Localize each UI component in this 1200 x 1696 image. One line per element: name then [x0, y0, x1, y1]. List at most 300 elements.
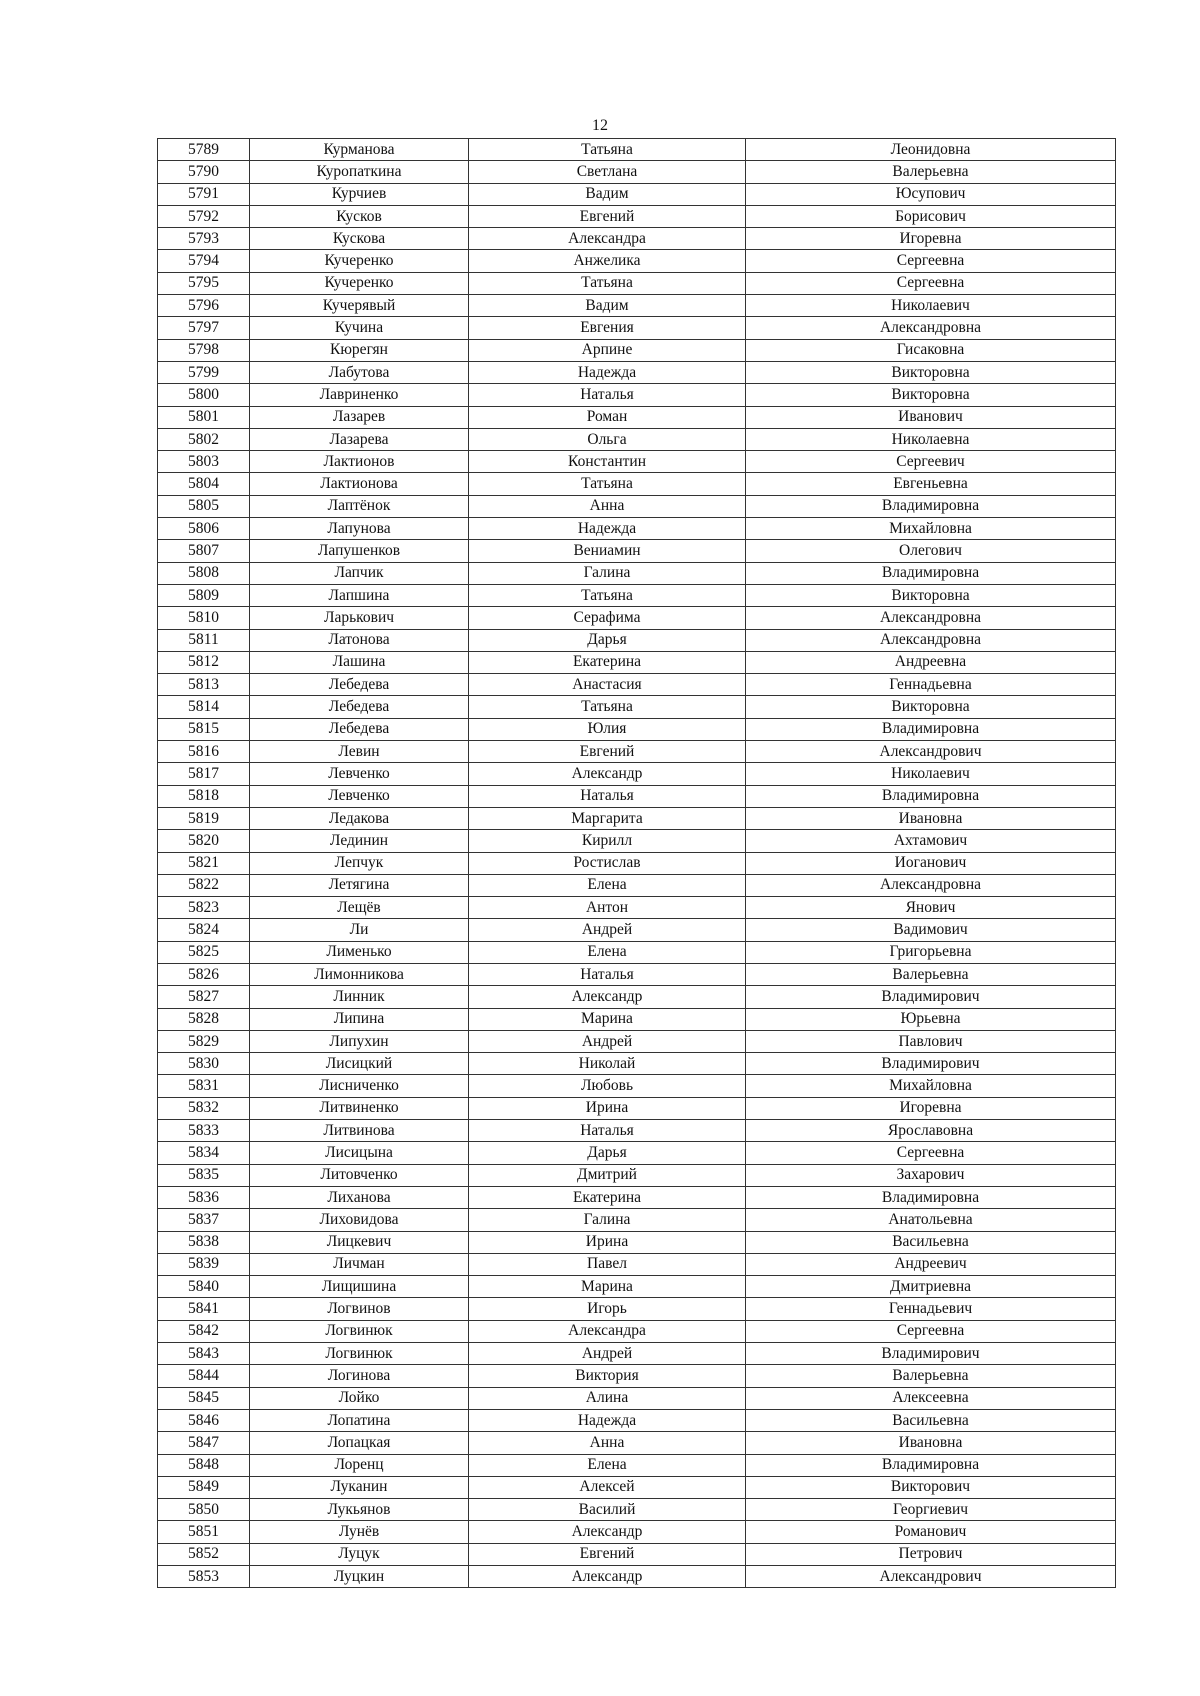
row-number-cell: 5801	[158, 406, 250, 428]
surname-cell: Лопатина	[250, 1409, 469, 1431]
first-name-cell: Николай	[469, 1053, 746, 1075]
surname-cell: Личман	[250, 1253, 469, 1275]
first-name-cell: Наталья	[469, 785, 746, 807]
patronymic-cell: Владимирович	[746, 986, 1116, 1008]
table-row	[158, 1209, 1116, 1231]
row-number-cell: 5823	[158, 897, 250, 919]
row-number-cell: 5813	[158, 674, 250, 696]
patronymic-cell: Романович	[746, 1521, 1116, 1543]
table-row	[158, 1365, 1116, 1387]
first-name-cell: Александра	[469, 1320, 746, 1342]
surname-cell: Лименько	[250, 941, 469, 963]
first-name-cell: Екатерина	[469, 1186, 746, 1208]
first-name-cell: Александр	[469, 986, 746, 1008]
first-name-cell: Евгения	[469, 317, 746, 339]
table-row	[158, 540, 1116, 562]
patronymic-cell: Сергеевна	[746, 1142, 1116, 1164]
roster-body	[158, 139, 1116, 1588]
patronymic-cell: Вадимович	[746, 919, 1116, 941]
row-number-cell: 5793	[158, 228, 250, 250]
row-number-cell: 5815	[158, 718, 250, 740]
first-name-cell: Василий	[469, 1499, 746, 1521]
row-number-cell: 5842	[158, 1320, 250, 1342]
surname-cell: Лунёв	[250, 1521, 469, 1543]
patronymic-cell: Владимировна	[746, 718, 1116, 740]
first-name-cell: Алина	[469, 1387, 746, 1409]
patronymic-cell: Александровна	[746, 317, 1116, 339]
first-name-cell: Любовь	[469, 1075, 746, 1097]
table-row	[158, 183, 1116, 205]
first-name-cell: Ростислав	[469, 852, 746, 874]
table-row	[158, 518, 1116, 540]
patronymic-cell: Игоревна	[746, 1097, 1116, 1119]
table-row	[158, 317, 1116, 339]
surname-cell: Лимонникова	[250, 963, 469, 985]
row-number-cell: 5849	[158, 1476, 250, 1498]
table-row	[158, 228, 1116, 250]
first-name-cell: Кирилл	[469, 830, 746, 852]
row-number-cell: 5834	[158, 1142, 250, 1164]
first-name-cell: Анна	[469, 1432, 746, 1454]
table-row	[158, 852, 1116, 874]
table-row	[158, 161, 1116, 183]
first-name-cell: Юлия	[469, 718, 746, 740]
row-number-cell: 5806	[158, 518, 250, 540]
patronymic-cell: Александровна	[746, 629, 1116, 651]
surname-cell: Левченко	[250, 785, 469, 807]
table-row	[158, 339, 1116, 361]
patronymic-cell: Сергеевна	[746, 250, 1116, 272]
surname-cell: Лебедева	[250, 696, 469, 718]
first-name-cell: Игорь	[469, 1298, 746, 1320]
surname-cell: Луцук	[250, 1543, 469, 1565]
row-number-cell: 5847	[158, 1432, 250, 1454]
table-row	[158, 718, 1116, 740]
surname-cell: Курчиев	[250, 183, 469, 205]
surname-cell: Литвиненко	[250, 1097, 469, 1119]
row-number-cell: 5817	[158, 763, 250, 785]
first-name-cell: Маргарита	[469, 807, 746, 829]
surname-cell: Лапунова	[250, 518, 469, 540]
first-name-cell: Арпине	[469, 339, 746, 361]
surname-cell: Лисниченко	[250, 1075, 469, 1097]
table-row	[158, 1097, 1116, 1119]
patronymic-cell: Алексеевна	[746, 1387, 1116, 1409]
first-name-cell: Ольга	[469, 428, 746, 450]
page-number: 12	[592, 117, 608, 134]
first-name-cell: Роман	[469, 406, 746, 428]
table-row	[158, 696, 1116, 718]
patronymic-cell: Геннадьевна	[746, 674, 1116, 696]
row-number-cell: 5809	[158, 584, 250, 606]
surname-cell: Лабутова	[250, 361, 469, 383]
surname-cell: Кучеренко	[250, 272, 469, 294]
table-row	[158, 1432, 1116, 1454]
patronymic-cell: Леонидовна	[746, 139, 1116, 161]
row-number-cell: 5805	[158, 495, 250, 517]
table-row	[158, 919, 1116, 941]
surname-cell: Кучина	[250, 317, 469, 339]
patronymic-cell: Валерьевна	[746, 1365, 1116, 1387]
first-name-cell: Евгений	[469, 1543, 746, 1565]
patronymic-cell: Ивановна	[746, 1432, 1116, 1454]
surname-cell: Лойко	[250, 1387, 469, 1409]
table-row	[158, 584, 1116, 606]
table-row	[158, 384, 1116, 406]
row-number-cell: 5798	[158, 339, 250, 361]
patronymic-cell: Викторовна	[746, 584, 1116, 606]
surname-cell: Куропаткина	[250, 161, 469, 183]
table-row	[158, 451, 1116, 473]
first-name-cell: Елена	[469, 941, 746, 963]
first-name-cell: Татьяна	[469, 272, 746, 294]
surname-cell: Логинова	[250, 1365, 469, 1387]
table-row	[158, 807, 1116, 829]
row-number-cell: 5807	[158, 540, 250, 562]
table-row	[158, 963, 1116, 985]
first-name-cell: Александр	[469, 763, 746, 785]
first-name-cell: Надежда	[469, 361, 746, 383]
patronymic-cell: Ахтамович	[746, 830, 1116, 852]
patronymic-cell: Гисаковна	[746, 339, 1116, 361]
surname-cell: Кучеренко	[250, 250, 469, 272]
patronymic-cell: Владимировна	[746, 1454, 1116, 1476]
patronymic-cell: Анатольевна	[746, 1209, 1116, 1231]
surname-cell: Линник	[250, 986, 469, 1008]
patronymic-cell: Михайловна	[746, 1075, 1116, 1097]
first-name-cell: Татьяна	[469, 473, 746, 495]
row-number-cell: 5822	[158, 874, 250, 896]
table-row	[158, 1120, 1116, 1142]
surname-cell: Лебедева	[250, 718, 469, 740]
row-number-cell: 5824	[158, 919, 250, 941]
table-row	[158, 1320, 1116, 1342]
surname-cell: Лещёв	[250, 897, 469, 919]
patronymic-cell: Юсупович	[746, 183, 1116, 205]
surname-cell: Лашина	[250, 651, 469, 673]
surname-cell: Ларькович	[250, 607, 469, 629]
row-number-cell: 5831	[158, 1075, 250, 1097]
table-row	[158, 1566, 1116, 1588]
table-row	[158, 1387, 1116, 1409]
patronymic-cell: Иванович	[746, 406, 1116, 428]
surname-cell: Лавриненко	[250, 384, 469, 406]
row-number-cell: 5818	[158, 785, 250, 807]
patronymic-cell: Захарович	[746, 1164, 1116, 1186]
first-name-cell: Ирина	[469, 1097, 746, 1119]
patronymic-cell: Григорьевна	[746, 941, 1116, 963]
patronymic-cell: Георгиевич	[746, 1499, 1116, 1521]
table-row	[158, 1186, 1116, 1208]
row-number-cell: 5825	[158, 941, 250, 963]
surname-cell: Кучерявый	[250, 295, 469, 317]
roster-table	[157, 138, 1116, 1588]
row-number-cell: 5836	[158, 1186, 250, 1208]
patronymic-cell: Олегович	[746, 540, 1116, 562]
table-row	[158, 1343, 1116, 1365]
table-row	[158, 629, 1116, 651]
first-name-cell: Вадим	[469, 183, 746, 205]
first-name-cell: Вениамин	[469, 540, 746, 562]
row-number-cell: 5796	[158, 295, 250, 317]
patronymic-cell: Викторович	[746, 1476, 1116, 1498]
first-name-cell: Евгений	[469, 205, 746, 227]
table-row	[158, 1030, 1116, 1052]
row-number-cell: 5843	[158, 1343, 250, 1365]
surname-cell: Литовченко	[250, 1164, 469, 1186]
patronymic-cell: Николаевна	[746, 428, 1116, 450]
patronymic-cell: Владимировна	[746, 562, 1116, 584]
table-row	[158, 1231, 1116, 1253]
surname-cell: Лищишина	[250, 1276, 469, 1298]
surname-cell: Лактионова	[250, 473, 469, 495]
row-number-cell: 5804	[158, 473, 250, 495]
patronymic-cell: Игоревна	[746, 228, 1116, 250]
first-name-cell: Антон	[469, 897, 746, 919]
row-number-cell: 5810	[158, 607, 250, 629]
surname-cell: Курманова	[250, 139, 469, 161]
row-number-cell: 5833	[158, 1120, 250, 1142]
patronymic-cell: Владимировна	[746, 1186, 1116, 1208]
row-number-cell: 5797	[158, 317, 250, 339]
surname-cell: Лукьянов	[250, 1499, 469, 1521]
patronymic-cell: Николаевич	[746, 763, 1116, 785]
row-number-cell: 5820	[158, 830, 250, 852]
patronymic-cell: Викторовна	[746, 361, 1116, 383]
row-number-cell: 5790	[158, 161, 250, 183]
table-row	[158, 1075, 1116, 1097]
surname-cell: Лазарев	[250, 406, 469, 428]
patronymic-cell: Юрьевна	[746, 1008, 1116, 1030]
row-number-cell: 5827	[158, 986, 250, 1008]
patronymic-cell: Сергеевна	[746, 1320, 1116, 1342]
patronymic-cell: Ивановна	[746, 807, 1116, 829]
first-name-cell: Анна	[469, 495, 746, 517]
row-number-cell: 5792	[158, 205, 250, 227]
patronymic-cell: Васильевна	[746, 1231, 1116, 1253]
first-name-cell: Вадим	[469, 295, 746, 317]
first-name-cell: Алексей	[469, 1476, 746, 1498]
table-row	[158, 473, 1116, 495]
row-number-cell: 5826	[158, 963, 250, 985]
surname-cell: Ли	[250, 919, 469, 941]
surname-cell: Левин	[250, 741, 469, 763]
first-name-cell: Наталья	[469, 963, 746, 985]
surname-cell: Лапушенков	[250, 540, 469, 562]
surname-cell: Лактионов	[250, 451, 469, 473]
table-row	[158, 205, 1116, 227]
table-row	[158, 1521, 1116, 1543]
table-row	[158, 674, 1116, 696]
patronymic-cell: Павлович	[746, 1030, 1116, 1052]
patronymic-cell: Владимировна	[746, 785, 1116, 807]
row-number-cell: 5846	[158, 1409, 250, 1431]
first-name-cell: Павел	[469, 1253, 746, 1275]
surname-cell: Литвинова	[250, 1120, 469, 1142]
patronymic-cell: Евгеньевна	[746, 473, 1116, 495]
surname-cell: Лаптёнок	[250, 495, 469, 517]
first-name-cell: Дмитрий	[469, 1164, 746, 1186]
row-number-cell: 5835	[158, 1164, 250, 1186]
row-number-cell: 5830	[158, 1053, 250, 1075]
table-row	[158, 1298, 1116, 1320]
row-number-cell: 5791	[158, 183, 250, 205]
row-number-cell: 5844	[158, 1365, 250, 1387]
row-number-cell: 5852	[158, 1543, 250, 1565]
first-name-cell: Наталья	[469, 1120, 746, 1142]
first-name-cell: Виктория	[469, 1365, 746, 1387]
surname-cell: Луцкин	[250, 1566, 469, 1588]
patronymic-cell: Александрович	[746, 741, 1116, 763]
row-number-cell: 5802	[158, 428, 250, 450]
first-name-cell: Андрей	[469, 919, 746, 941]
first-name-cell: Светлана	[469, 161, 746, 183]
first-name-cell: Наталья	[469, 384, 746, 406]
row-number-cell: 5794	[158, 250, 250, 272]
first-name-cell: Андрей	[469, 1030, 746, 1052]
surname-cell: Ледакова	[250, 807, 469, 829]
patronymic-cell: Владимировна	[746, 495, 1116, 517]
surname-cell: Латонова	[250, 629, 469, 651]
first-name-cell: Татьяна	[469, 696, 746, 718]
surname-cell: Липухин	[250, 1030, 469, 1052]
first-name-cell: Надежда	[469, 518, 746, 540]
first-name-cell: Галина	[469, 1209, 746, 1231]
surname-cell: Кюрегян	[250, 339, 469, 361]
patronymic-cell: Викторовна	[746, 384, 1116, 406]
row-number-cell: 5850	[158, 1499, 250, 1521]
row-number-cell: 5808	[158, 562, 250, 584]
patronymic-cell: Михайловна	[746, 518, 1116, 540]
surname-cell: Логвинюк	[250, 1343, 469, 1365]
first-name-cell: Анастасия	[469, 674, 746, 696]
table-row	[158, 406, 1116, 428]
surname-cell: Лазарева	[250, 428, 469, 450]
table-row	[158, 607, 1116, 629]
row-number-cell: 5819	[158, 807, 250, 829]
first-name-cell: Галина	[469, 562, 746, 584]
row-number-cell: 5800	[158, 384, 250, 406]
row-number-cell: 5839	[158, 1253, 250, 1275]
first-name-cell: Дарья	[469, 629, 746, 651]
patronymic-cell: Ярославовна	[746, 1120, 1116, 1142]
row-number-cell: 5789	[158, 139, 250, 161]
surname-cell: Лебедева	[250, 674, 469, 696]
row-number-cell: 5795	[158, 272, 250, 294]
table-row	[158, 1476, 1116, 1498]
surname-cell: Лепчук	[250, 852, 469, 874]
first-name-cell: Марина	[469, 1276, 746, 1298]
table-row	[158, 1008, 1116, 1030]
row-number-cell: 5840	[158, 1276, 250, 1298]
patronymic-cell: Геннадьевич	[746, 1298, 1116, 1320]
first-name-cell: Серафима	[469, 607, 746, 629]
patronymic-cell: Александрович	[746, 1566, 1116, 1588]
table-row	[158, 562, 1116, 584]
surname-cell: Лапчик	[250, 562, 469, 584]
table-row	[158, 651, 1116, 673]
row-number-cell: 5841	[158, 1298, 250, 1320]
row-number-cell: 5821	[158, 852, 250, 874]
surname-cell: Луканин	[250, 1476, 469, 1498]
first-name-cell: Татьяна	[469, 139, 746, 161]
first-name-cell: Надежда	[469, 1409, 746, 1431]
patronymic-cell: Васильевна	[746, 1409, 1116, 1431]
surname-cell: Летягина	[250, 874, 469, 896]
patronymic-cell: Андреевич	[746, 1253, 1116, 1275]
row-number-cell: 5803	[158, 451, 250, 473]
table-row	[158, 741, 1116, 763]
row-number-cell: 5837	[158, 1209, 250, 1231]
first-name-cell: Константин	[469, 451, 746, 473]
table-row	[158, 874, 1116, 896]
patronymic-cell: Викторовна	[746, 696, 1116, 718]
table-row	[158, 272, 1116, 294]
row-number-cell: 5848	[158, 1454, 250, 1476]
table-row	[158, 1142, 1116, 1164]
surname-cell: Лицкевич	[250, 1231, 469, 1253]
table-row	[158, 785, 1116, 807]
table-row	[158, 897, 1116, 919]
patronymic-cell: Сергеевна	[746, 272, 1116, 294]
table-row	[158, 1276, 1116, 1298]
table-row	[158, 1053, 1116, 1075]
table-row	[158, 428, 1116, 450]
table-row	[158, 250, 1116, 272]
row-number-cell: 5832	[158, 1097, 250, 1119]
surname-cell: Левченко	[250, 763, 469, 785]
first-name-cell: Анжелика	[469, 250, 746, 272]
patronymic-cell: Владимирович	[746, 1053, 1116, 1075]
surname-cell: Кусков	[250, 205, 469, 227]
patronymic-cell: Дмитриевна	[746, 1276, 1116, 1298]
surname-cell: Липина	[250, 1008, 469, 1030]
patronymic-cell: Андреевна	[746, 651, 1116, 673]
surname-cell: Лоренц	[250, 1454, 469, 1476]
first-name-cell: Елена	[469, 1454, 746, 1476]
first-name-cell: Александр	[469, 1521, 746, 1543]
surname-cell: Лиховидова	[250, 1209, 469, 1231]
patronymic-cell: Николаевич	[746, 295, 1116, 317]
patronymic-cell: Александровна	[746, 607, 1116, 629]
patronymic-cell: Борисович	[746, 205, 1116, 227]
patronymic-cell: Иоганович	[746, 852, 1116, 874]
first-name-cell: Андрей	[469, 1343, 746, 1365]
row-number-cell: 5799	[158, 361, 250, 383]
row-number-cell: 5812	[158, 651, 250, 673]
patronymic-cell: Владимирович	[746, 1343, 1116, 1365]
surname-cell: Лединин	[250, 830, 469, 852]
surname-cell: Лопацкая	[250, 1432, 469, 1454]
table-row	[158, 986, 1116, 1008]
first-name-cell: Александра	[469, 228, 746, 250]
surname-cell: Логвинов	[250, 1298, 469, 1320]
table-row	[158, 139, 1116, 161]
surname-cell: Логвинюк	[250, 1320, 469, 1342]
surname-cell: Лапшина	[250, 584, 469, 606]
row-number-cell: 5814	[158, 696, 250, 718]
first-name-cell: Екатерина	[469, 651, 746, 673]
table-row	[158, 941, 1116, 963]
row-number-cell: 5828	[158, 1008, 250, 1030]
row-number-cell: 5816	[158, 741, 250, 763]
row-number-cell: 5851	[158, 1521, 250, 1543]
first-name-cell: Марина	[469, 1008, 746, 1030]
table-row	[158, 1543, 1116, 1565]
patronymic-cell: Александровна	[746, 874, 1116, 896]
surname-cell: Кускова	[250, 228, 469, 250]
row-number-cell: 5829	[158, 1030, 250, 1052]
